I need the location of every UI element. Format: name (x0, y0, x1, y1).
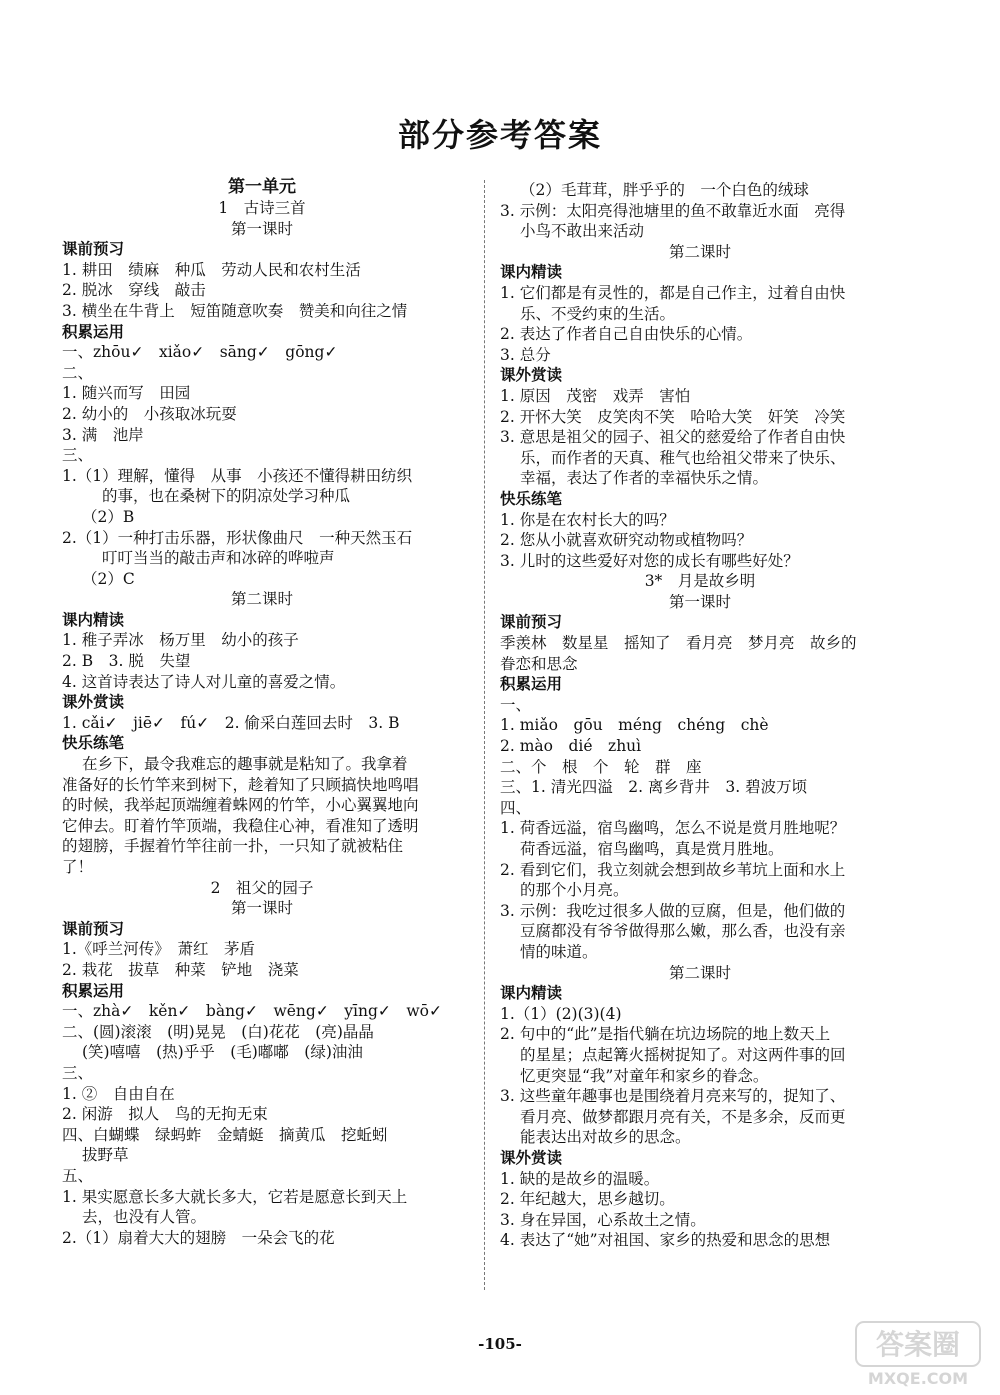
section-heading: 积累运用 (62, 322, 125, 341)
page-title: 部分参考答案 (397, 116, 602, 154)
answer-line: 1. 它们都是有灵性的，都是自己作主，过着自由快 (500, 283, 846, 302)
answer-line: 准备好的长竹竿来到树下，趁着知了只顾搞快地鸣唱 (62, 775, 419, 794)
answer-line: 1. 缺的是故乡的温暖。 (500, 1169, 660, 1188)
answer-line: 能表达出对故乡的思念。 (520, 1128, 691, 1147)
answer-line: 1.（1）(2)(3)(4) (500, 1004, 622, 1023)
answer-line: 4. 表达了“她”对祖国、家乡的热爱和思念的思想 (500, 1231, 831, 1250)
answer-line: 3. 这些童年趣事也是围绕着月亮来写的，捉知了、 (500, 1087, 846, 1106)
answer-line: 1. 荷香远溢，宿鸟幽鸣，怎么不说是赏月胜地呢？ (500, 819, 846, 838)
answer-line: 1. 原因 茂密 戏弄 害怕 (500, 386, 691, 405)
answer-line: 的事，也在桑树下的阴凉处学习种瓜 (102, 487, 351, 506)
answer-line: 四、白蝴蝶 绿蚂蚱 金蜻蜓 摘黄瓜 挖蚯蚓 (62, 1125, 388, 1144)
answer-line: 1. miǎo gōu méng chéng chè (500, 716, 769, 735)
answer-line: 乐、不受约束的生活。 (520, 304, 676, 323)
answer-line: （2）B (82, 507, 135, 526)
answer-line: 1. ② 自由自在 (62, 1084, 175, 1103)
section-heading: 课外赏读 (500, 366, 563, 385)
section-heading: 积累运用 (62, 981, 125, 1000)
answer-line: 3. 身在异国，心系故土之情。 (500, 1210, 706, 1229)
answer-line: 2. 句中的“此”是指代躺在坑边场院的地上数天上 (500, 1025, 831, 1044)
answer-line: 1. 你是在农村长大的吗？ (500, 510, 675, 529)
answer-line: 去，也没有人管。 (82, 1208, 207, 1227)
answer-line: （2）毛茸茸，胖乎乎的 一个白色的绒球 (520, 181, 809, 199)
section-heading: 课内精读 (500, 984, 563, 1003)
answer-line: 2. 栽花 拔草 种菜 铲地 浇菜 (62, 960, 299, 979)
answer-line: 1. cǎi✓ jiē✓ fú✓ 2. 偷采白莲回去时 3. B (62, 713, 400, 732)
answer-line: 3. 横坐在牛背上 短笛随意吹奏 赞美和向往之情 (62, 301, 408, 320)
answer-line: 3. 总分 (500, 345, 551, 364)
answer-line: 2.（1）扇着大大的翅膀 一朵会飞的花 (62, 1228, 335, 1247)
answer-line: 1. 耕田 绩麻 种瓜 劳动人民和农村生活 (62, 260, 361, 279)
answer-line: 叮叮当当的敲击声和冰碎的哗啦声 (102, 549, 335, 568)
answer-line: 3. 满 池岸 (62, 425, 144, 444)
answer-line: 1. 稚子弄冰 杨万里 幼小的孩子 (62, 631, 299, 650)
section-heading: 课前预习 (62, 919, 125, 938)
answer-line: 一、zhōu✓ xiǎo✓ sāng✓ gōng✓ (62, 343, 338, 362)
section-heading: 课内精读 (500, 263, 563, 282)
answer-line: 的翅膀，手握着竹竿往前一扑，一只知了就被粘住 (62, 837, 404, 856)
left-column (62, 176, 462, 1248)
answer-line: 一、 (500, 695, 532, 714)
answer-line: 2. 脱冰 穿线 敲击 (62, 281, 206, 300)
answer-line: 1.《呼兰河传》 萧红 茅盾 (62, 940, 256, 959)
page-number: -105- (478, 1335, 522, 1353)
answer-line: 3. 意思是祖父的园子、祖父的慈爱给了作者自由快 (500, 428, 846, 447)
answer-line: 1.（1）理解，懂得 从事 小孩还不懂得耕田纺织 (62, 466, 413, 485)
answer-line: 2. 闲游 拟人 鸟的无拘无束 (62, 1105, 268, 1124)
section-heading: 课前预习 (62, 240, 125, 259)
section-heading: 快乐练笔 (62, 734, 125, 753)
section-heading: 课前预习 (500, 613, 563, 632)
answer-line: 忆更突显“我”对童年和家乡的眷念。 (520, 1066, 769, 1085)
lesson-title: 3* 月是故乡明 (644, 572, 756, 591)
answer-line: 的星星；点起篝火摇树捉知了。对这两件事的回 (520, 1045, 846, 1064)
watermark-logo (854, 1320, 982, 1390)
answer-line: 2. mào dié zhuì (500, 737, 642, 756)
answer-line: 3. 儿时的这些爱好对您的成长有哪些好处？ (500, 551, 799, 570)
lesson-title: 第一课时 (230, 219, 293, 238)
answer-line: 三、 (62, 446, 94, 465)
answer-line: 乐，而作者的天真、稚气也给祖父带来了快乐、 (520, 448, 846, 467)
unit-title: 第一单元 (228, 177, 296, 197)
answer-line: 情的味道。 (520, 942, 598, 961)
lesson-title: 2 祖父的园子 (210, 878, 314, 897)
section-heading: 积累运用 (500, 675, 563, 694)
answer-line: 了！ (62, 858, 94, 876)
answer-line: 五、 (62, 1166, 94, 1185)
answer-line: 在乡下，最令我难忘的趣事就是粘知了。我拿着 (82, 755, 408, 774)
answer-line: 2.（1）一种打击乐器，形状像曲尺 一种天然玉石 (62, 528, 413, 547)
lesson-title: 第二课时 (668, 963, 731, 982)
watermark-text: 答案圈 (875, 1328, 961, 1361)
answer-line: 的那个小月亮。 (520, 881, 629, 900)
answer-line: 二、 (62, 363, 94, 382)
answer-line: 1. 果实愿意长多大就长多大，它若是愿意长到天上 (62, 1187, 408, 1206)
section-heading: 课外赏读 (500, 1148, 563, 1167)
right-column (500, 180, 900, 1251)
answer-line: 豆腐都没有爷爷做得那么嫩，那么香，也没有亲 (520, 922, 846, 941)
answer-line: 的时候，我举起顶端缠着蛛网的竹竿，小心翼翼地向 (62, 796, 419, 815)
answer-line: 眷恋和思念 (500, 654, 578, 673)
lesson-title: 第一课时 (230, 899, 293, 918)
answer-line: （2）C (82, 569, 135, 588)
answer-line: 2. 看到它们，我立刻就会想到故乡苇坑上面和水上 (500, 860, 846, 879)
section-heading: 课内精读 (62, 610, 125, 629)
answer-line: 小鸟不敢出来活动 (520, 222, 645, 241)
answer-line: 3. 示例：太阳亮得池塘里的鱼不敢靠近水面 亮得 (500, 201, 846, 220)
answer-line: 1. 随兴而写 田园 (62, 384, 191, 403)
answer-line: 四、 (500, 798, 532, 817)
column-divider (484, 180, 485, 1290)
answer-line: 3. 示例：我吃过很多人做的豆腐，但是，他们做的 (500, 901, 846, 920)
answer-line: 它伸去。盯着竹竿顶端，我稳住心神，看准知了透明 (62, 816, 419, 835)
lesson-title: 第一课时 (668, 592, 731, 611)
answer-line: 一、zhà✓ kěn✓ bàng✓ wēng✓ yīng✓ wō✓ (62, 1002, 442, 1021)
answer-line: 二、(圆)滚滚 (明)晃晃 (白)花花 (亮)晶晶 (62, 1022, 374, 1041)
answer-line: 2. B 3. 脱 失望 (62, 652, 191, 671)
answer-line: 2. 开怀大笑 皮笑肉不笑 哈哈大笑 奸笑 冷笑 (500, 407, 846, 426)
answer-line: 三、 (62, 1063, 94, 1082)
lesson-title: 第二课时 (230, 590, 293, 609)
section-heading: 快乐练笔 (500, 489, 563, 508)
answer-line: 拔野草 (82, 1146, 129, 1165)
answer-line: 2. 年纪越大，思乡越切。 (500, 1190, 675, 1209)
answer-line: 幸福，表达了作者的幸福快乐之情。 (520, 469, 769, 488)
watermark-url: MXQE.COM (867, 1369, 969, 1388)
answer-line: 季羡林 数星星 摇知了 看月亮 梦月亮 故乡的 (500, 634, 857, 653)
answer-line: 2. 表达了作者自己自由快乐的心情。 (500, 325, 753, 344)
answer-line: 看月亮、做梦都跟月亮有关，不是多余，反而更 (520, 1107, 846, 1126)
answer-line: 4. 这首诗表达了诗人对儿童的喜爱之情。 (62, 672, 346, 691)
lesson-title: 1 古诗三首 (218, 199, 306, 217)
answer-line: 三、1. 清光四溢 2. 离乡背井 3. 碧波万顷 (500, 778, 808, 797)
answer-line: 2. 幼小的 小孩取冰玩耍 (62, 404, 237, 423)
answer-line: (笑)嘻嘻 (热)乎乎 (毛)嘟嘟 (绿)油油 (82, 1043, 363, 1062)
answer-line: 2. 您从小就喜欢研究动物或植物吗？ (500, 531, 753, 550)
answer-line: 荷香远溢，宿鸟幽鸣，真是赏月胜地。 (520, 840, 784, 858)
section-heading: 课外赏读 (62, 693, 125, 712)
answer-line: 二、个 根 个 轮 群 座 (500, 757, 702, 776)
lesson-title: 第二课时 (668, 242, 731, 261)
